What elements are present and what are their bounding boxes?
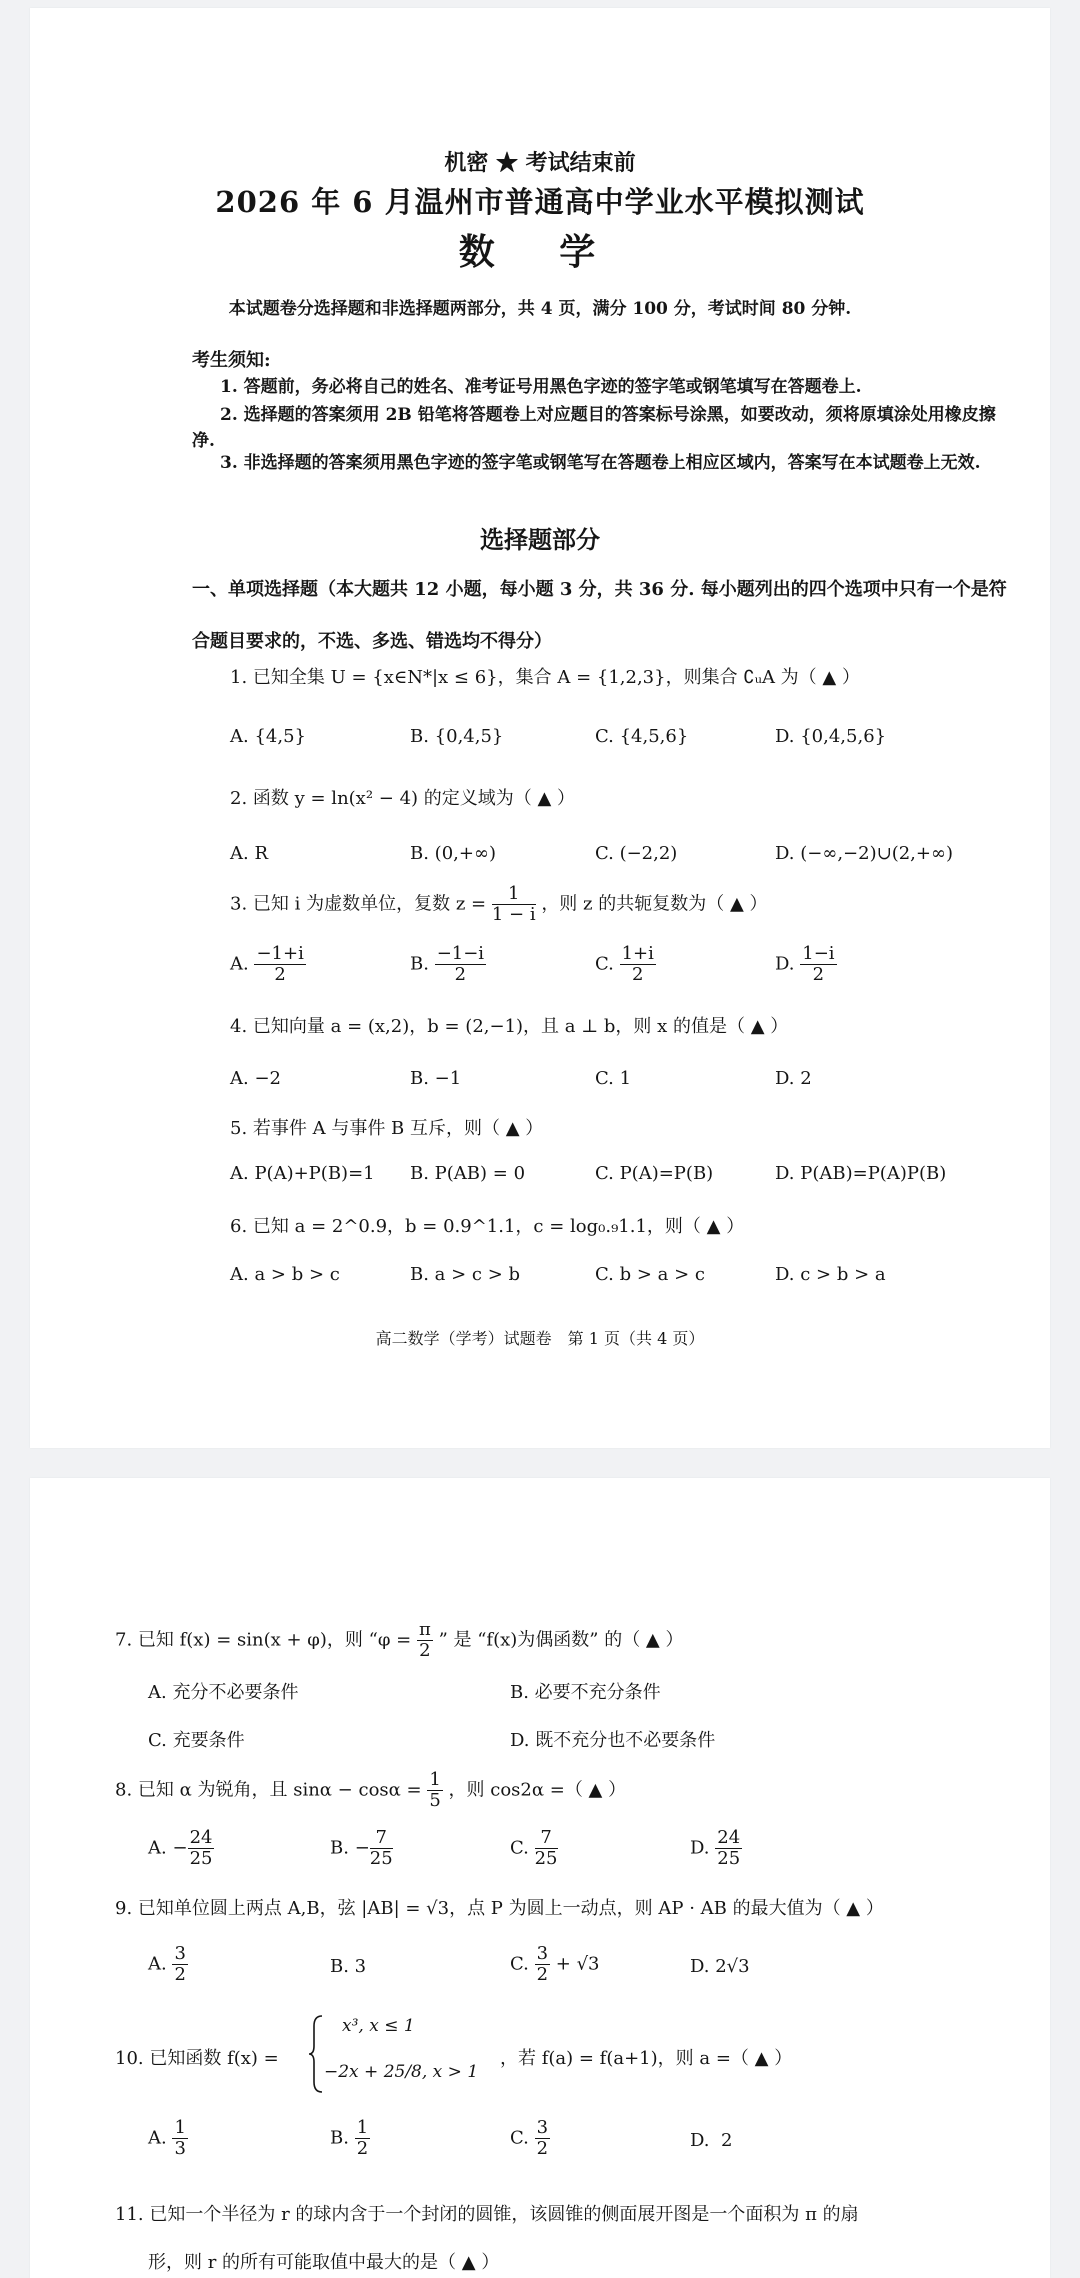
fraction-den: 2 [274, 963, 286, 985]
confidential-label: 机密 ★ 考试结束前 [444, 150, 636, 176]
exam-page-2 [30, 1478, 1050, 2278]
question-3-fraction-num: 1 [492, 884, 536, 905]
question-3-stem-pre: 3. 已知 i 为虚数单位，复数 z = [230, 893, 487, 915]
option-label: A. [148, 1837, 167, 1859]
fraction-den: 2 [812, 963, 825, 985]
fraction-num: 3 [536, 2117, 549, 2138]
option-label: B. [410, 953, 429, 975]
option-label: C. [595, 953, 614, 975]
fraction-num: 7 [535, 1828, 558, 1849]
piecewise-case-2: −2x + 25/8, x > 1 [324, 2062, 479, 2082]
question-9-option-b: B. 3 [330, 1956, 367, 1977]
question-7-option-b: B. 必要不充分条件 [510, 1682, 661, 1703]
option-label: C. [510, 1837, 529, 1859]
fraction-den: 25 [189, 1847, 213, 1869]
question-8-stem-pre: 8. 已知 α 为锐角，且 sinα − cosα = [115, 1779, 422, 1801]
page-footer: 高二数学（学考）试题卷 第 1 页（共 4 页） [375, 1329, 705, 1348]
question-5-option-a: A. P(A)+P(B)=1 [230, 1163, 375, 1184]
question-2-stem: 2. 函数 y = ln(x² − 4) 的定义域为（ ▲ ） [230, 788, 576, 809]
option-sign: − [172, 1837, 188, 1859]
question-3-stem [230, 884, 768, 925]
option-fraction [355, 2118, 370, 2159]
question-5-option-b: B. P(AB) = 0 [410, 1163, 526, 1184]
question-10-option-d [690, 2130, 732, 2151]
fraction-den: 25 [534, 1847, 558, 1869]
option-fraction [535, 1828, 558, 1869]
fraction-num: 1+i [621, 943, 654, 964]
option-fraction [800, 944, 836, 985]
option-label: D. [690, 1837, 710, 1859]
question-4-stem: 4. 已知向量 a = (x,2)，b = (2,−1)，且 a ⊥ b，则 x 的值是（ ▲ ） [230, 1016, 789, 1037]
option-fraction [370, 1828, 393, 1869]
question-10-stem-post: ，若 f(a) = f(a+1)，则 a =（ ▲ ） [500, 2048, 793, 2069]
question-2-option-b: B. (0,+∞) [410, 843, 496, 864]
question-3-option-c [595, 944, 656, 985]
fraction-num: 1 [429, 1769, 441, 1790]
fraction-den: 5 [429, 1789, 441, 1811]
question-7-stem-post: ” 是 “f(x)为偶函数” 的（ ▲ ） [438, 1629, 684, 1651]
option-fraction [715, 1828, 742, 1869]
question-8-option-a [148, 1828, 214, 1869]
fraction-num: −1+i [256, 943, 304, 964]
exam-title: 2026 年 6 月温州市普通高中学业水平模拟测试 [215, 185, 865, 219]
option-fraction [172, 2118, 187, 2159]
option-label: A. [148, 2127, 167, 2149]
question-6-stem: 6. 已知 a = 2^0.9，b = 0.9^1.1，c = log₀.₉1.1，则（ ▲ ） [230, 1216, 745, 1237]
option-fraction [620, 944, 656, 985]
question-3-fraction-den: 1 − i [491, 903, 536, 925]
question-3-option-b [410, 944, 486, 985]
question-10-stem-pre: 10. 已知函数 f(x) = [115, 2048, 279, 2069]
exam-intro: 本试题卷分选择题和非选择题两部分，共 4 页，满分 100 分，考试时间 80 分钟. [228, 299, 852, 319]
question-2-option-d: D. (−∞,−2)∪(2,+∞) [775, 843, 953, 864]
question-3-fraction [492, 884, 536, 925]
fraction-num: −1−i [436, 943, 485, 964]
option-label: B. [330, 1837, 349, 1859]
option-fraction [172, 1944, 187, 1985]
question-3-stem-post: ，则 z 的共轭复数为（ ▲ ） [541, 893, 768, 915]
question-5-option-d: D. P(AB)=P(A)P(B) [775, 1163, 947, 1184]
piecewise-case-1: x³, x ≤ 1 [342, 2016, 415, 2036]
option-fraction [535, 1944, 550, 1985]
question-7-fraction [417, 1620, 433, 1661]
fraction-num: 3 [536, 1943, 549, 1964]
option-value: 2 [720, 2130, 733, 2151]
fraction-den: 2 [174, 1963, 186, 1985]
notice-item-3: 3. 非选择题的答案须用黑色字迹的签字笔或钢笔写在答题卷上相应区域内，答案写在本试题卷上无效. [220, 453, 981, 473]
fraction-num: 24 [189, 1827, 213, 1848]
notice-item-1: 1. 答题前，务必将自己的姓名、准考证号用黑色字迹的签字笔或钢笔填写在答题卷上. [220, 377, 862, 397]
option-fraction [254, 944, 305, 985]
fraction-num: 3 [174, 1943, 186, 1964]
question-4-option-b: B. −1 [410, 1068, 462, 1089]
fraction-den: 2 [536, 2137, 549, 2159]
question-9-option-a: A. $\frac{3}{2}$ [148, 1943, 186, 1985]
fraction-num: 1−i [802, 943, 835, 964]
question-8-option-b [330, 1828, 393, 1869]
question-3-option-a [230, 944, 306, 985]
part-one-instructions: 一、单项选择题（本大题共 12 小题，每小题 3 分，共 36 分. 每小题列出的四个选项中只有一个是符合题目要求的，不选、多选、错选均不得分） [192, 579, 1007, 652]
question-6-option-c: C. b > a > c [595, 1264, 705, 1285]
fraction-num: 7 [370, 1828, 393, 1849]
exam-page-1 [30, 8, 1050, 1448]
question-6-option-b: B. a > c > b [410, 1264, 521, 1285]
fraction-den: 2 [454, 963, 467, 985]
question-4-option-c: C. 1 [595, 1068, 632, 1089]
question-6-option-d: D. c > b > a [775, 1264, 886, 1285]
option-label: C. [510, 2127, 529, 2149]
question-4-option-a: A. −2 [230, 1068, 281, 1089]
question-1-option-a: A. {4,5} [230, 726, 306, 747]
question-1-option-c: C. {4,5,6} [595, 726, 689, 747]
piecewise-brace [308, 2014, 324, 2094]
question-5-option-c: C. P(A)=P(B) [595, 1163, 714, 1184]
question-1-option-b: B. {0,4,5} [410, 726, 504, 747]
question-2-option-a: A. R [230, 843, 268, 864]
question-11-line-2: 形，则 r 的所有可能取值中最大的是（ ▲ ） [148, 2252, 500, 2273]
option-fraction [188, 1828, 215, 1869]
question-8-stem [115, 1770, 626, 1811]
question-9-stem: 9. 已知单位圆上两点 A,B，弦 |AB| = √3，点 P 为圆上一动点，则 AP · AB 的最大值为（ ▲ ） [115, 1898, 884, 1919]
question-7-stem-pre: 7. 已知 f(x) = sin(x + φ)，则 “φ = [115, 1629, 412, 1651]
question-7-option-d: D. 既不充分也不必要条件 [510, 1730, 716, 1751]
option-label: D. [690, 2130, 710, 2151]
fraction-den: 2 [536, 1963, 549, 1985]
notice-heading: 考生须知: [192, 350, 271, 371]
question-2-option-c: C. (−2,2) [595, 843, 678, 864]
question-7-stem [115, 1620, 683, 1661]
question-10-option-a [148, 2118, 188, 2159]
fraction-den: 2 [419, 1639, 431, 1661]
notice-item-2: 2. 选择题的答案须用 2B 铅笔将答题卷上对应题目的答案标号涂黑，如要改动，须将原填涂处用橡皮擦净. [192, 405, 996, 451]
question-4-option-d: D. 2 [775, 1068, 812, 1089]
fraction-den: 3 [174, 2137, 186, 2159]
question-9-option-c: C. $\frac{3}{2}$ + √3 [510, 1943, 600, 1985]
section-title: 选择题部分 [480, 525, 600, 554]
question-1-option-d: D. {0,4,5,6} [775, 726, 887, 747]
fraction-den: 25 [369, 1847, 393, 1869]
fraction-num: π [418, 1619, 431, 1640]
question-6-option-a: A. a > b > c [230, 1264, 340, 1285]
question-10-option-c [510, 2118, 550, 2159]
question-7-option-a: A. 充分不必要条件 [148, 1682, 299, 1703]
question-5-stem: 5. 若事件 A 与事件 B 互斥，则（ ▲ ） [230, 1118, 544, 1139]
question-8-option-c [510, 1828, 558, 1869]
subject-title: 数 学 [458, 231, 622, 273]
question-8-fraction [427, 1770, 442, 1811]
question-8-stem-post: ，则 cos2α =（ ▲ ） [448, 1779, 627, 1801]
question-8-option-d [690, 1828, 742, 1869]
fraction-num: 24 [717, 1827, 741, 1848]
option-fraction [535, 2118, 550, 2159]
question-9-option-d: D. 2√3 [690, 1956, 750, 1977]
fraction-den: 25 [717, 1847, 741, 1869]
option-sign: − [354, 1837, 370, 1859]
question-7-option-c: C. 充要条件 [148, 1730, 245, 1751]
option-label: A. [230, 953, 249, 975]
fraction-num: 1 [174, 2117, 186, 2138]
option-tail: + √3 [555, 1953, 600, 1975]
fraction-den: 2 [356, 2137, 369, 2159]
option-label: B. [330, 2127, 349, 2149]
question-3-option-d [775, 944, 837, 985]
option-fraction [435, 944, 486, 985]
fraction-num: 1 [356, 2117, 369, 2138]
question-1-stem: 1. 已知全集 U = {x∈N*|x ≤ 6}，集合 A = {1,2,3}，则集合 ∁ᵤA 为（ ▲ ） [230, 667, 860, 688]
fraction-den: 2 [632, 963, 644, 985]
question-11-line-1: 11. 已知一个半径为 r 的球内含于一个封闭的圆锥，该圆锥的侧面展开图是一个面积为 π 的扇 [115, 2204, 859, 2225]
option-label: D. [775, 953, 795, 975]
question-10-option-b [330, 2118, 370, 2159]
